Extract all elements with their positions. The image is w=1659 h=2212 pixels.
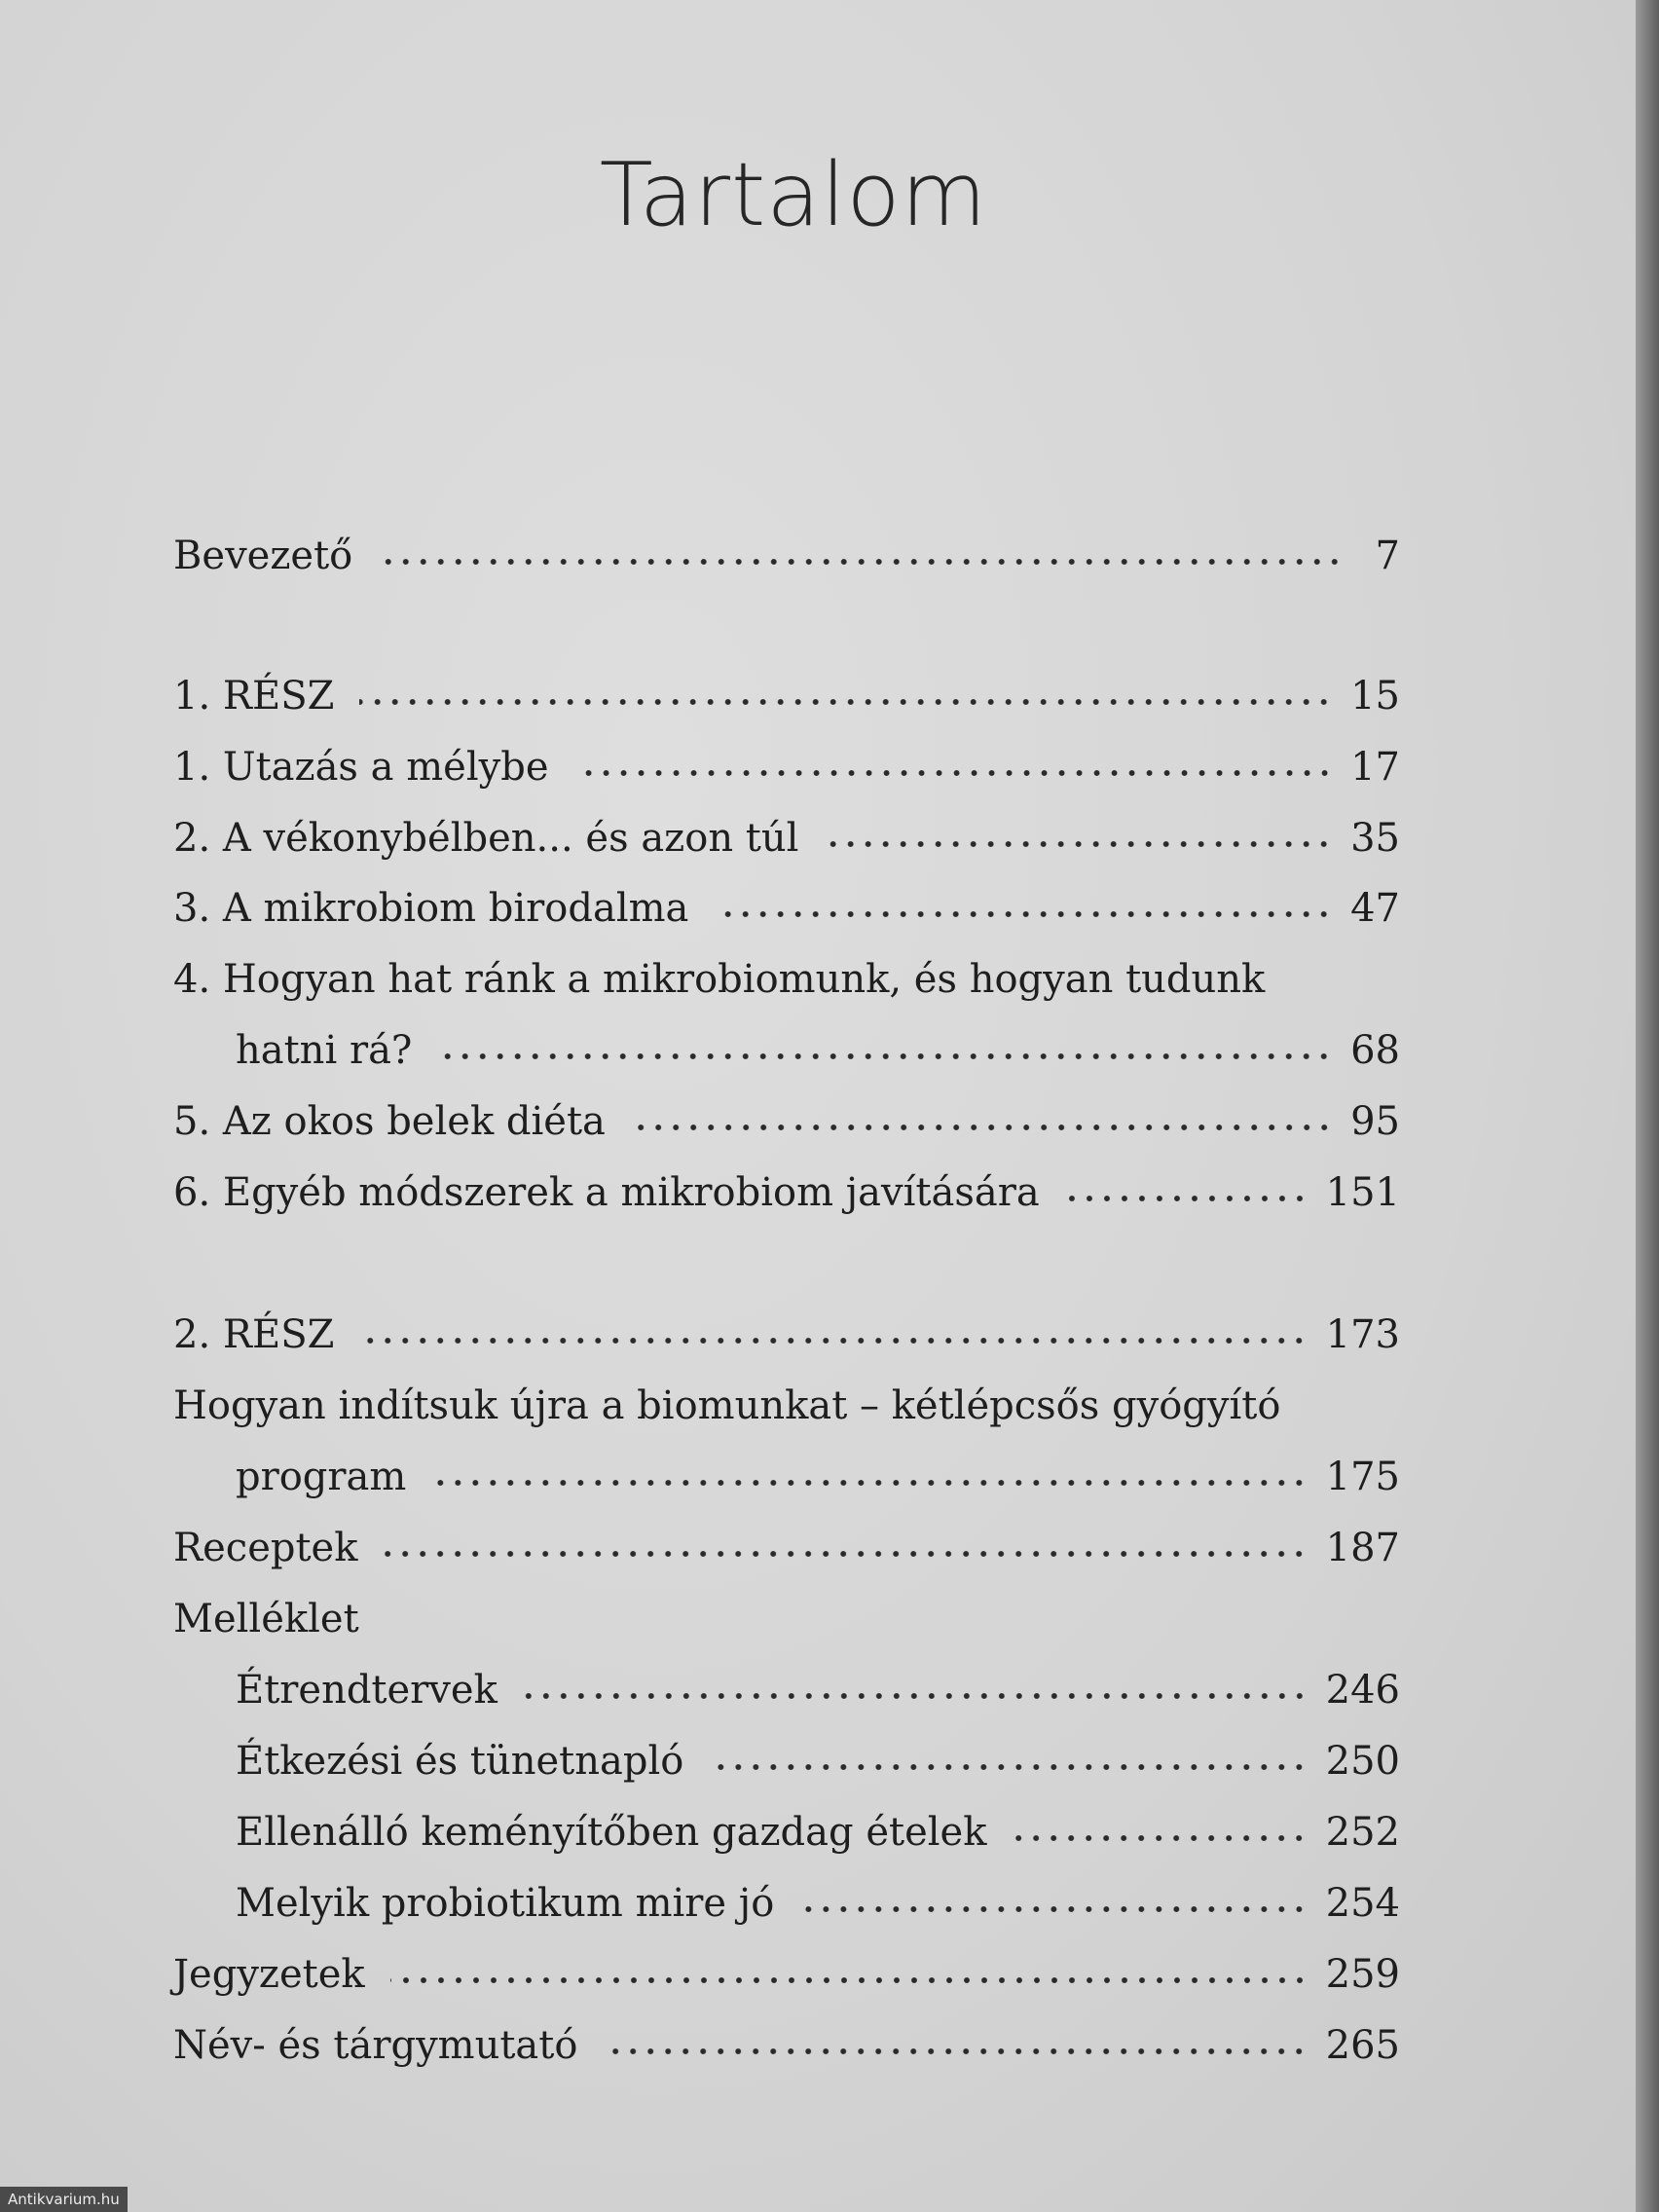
toc-entry-chapter-5 — [173, 1089, 1400, 1154]
watermark-label: Antikvarium.hu — [0, 2187, 128, 2212]
toc-entry-label: Melléklet — [173, 1597, 359, 1641]
toc-entry-label: Jegyzetek — [173, 1952, 365, 1997]
toc-entry-chapter-1 — [173, 735, 1400, 799]
dot-leader — [431, 1478, 1308, 1488]
dot-leader — [437, 1051, 1333, 1061]
dot-leader — [359, 697, 1333, 707]
toc-entry-page: 15 — [1350, 674, 1400, 719]
toc-entry-page: 35 — [1350, 816, 1400, 861]
toc-entry-chapter-2 — [173, 806, 1400, 870]
toc-entry-label: Étrendtervek — [236, 1668, 498, 1713]
dot-leader — [824, 839, 1333, 849]
toc-entry-chapter-4-line-1 — [173, 947, 1400, 1012]
dot-leader — [709, 1762, 1308, 1772]
toc-entry-label: Név- és tárgymutató — [173, 2023, 578, 2068]
toc-entry-page: 254 — [1325, 1881, 1400, 1926]
page-title: Tartalom — [599, 144, 988, 246]
toc-entry-label: 2. A vékonybélben... és azon túl — [173, 816, 799, 861]
toc-entry-appendix — [173, 1587, 1400, 1651]
toc-entry-recipes — [173, 1516, 1400, 1580]
dot-leader — [799, 1904, 1308, 1914]
dot-leader — [378, 557, 1344, 567]
toc-entry-page: 265 — [1325, 2023, 1400, 2068]
toc-entry-page: 259 — [1325, 1952, 1400, 1997]
toc-entry-page: 175 — [1325, 1455, 1400, 1499]
toc-entry-index — [173, 2013, 1400, 2078]
toc-entry-label: 3. A mikrobiom birodalma — [173, 886, 689, 931]
toc-entry-probiotics — [236, 1871, 1400, 1936]
dot-leader — [383, 1549, 1308, 1559]
toc-entry-page: 68 — [1350, 1028, 1400, 1073]
toc-entry-page: 95 — [1350, 1099, 1400, 1144]
toc-entry-label: 4. Hogyan hat ránk a mikrobiomunk, és hogyan tudunk — [173, 957, 1266, 1002]
toc-entry-label: Melyik probiotikum mire jó — [236, 1881, 775, 1926]
dot-leader — [1065, 1194, 1309, 1203]
toc-entry-label: 5. Az okos belek diéta — [173, 1099, 606, 1144]
toc-entry-label: Bevezető — [173, 534, 353, 578]
toc-entry-food-diary — [236, 1729, 1400, 1793]
dot-leader — [714, 909, 1333, 919]
dot-leader — [603, 2046, 1308, 2056]
toc-entry-label: 2. RÉSZ — [173, 1312, 335, 1357]
dot-leader — [1012, 1833, 1308, 1843]
dot-leader — [574, 768, 1334, 778]
toc-entry-label: Receptek — [173, 1526, 358, 1570]
toc-entry-page: 187 — [1325, 1526, 1400, 1570]
toc-entry-label: program — [236, 1455, 407, 1499]
dot-leader — [359, 1336, 1308, 1346]
toc-entry-part-2 — [173, 1303, 1400, 1367]
toc-entry-label: Étkezési és tünetnapló — [236, 1739, 684, 1784]
toc-entry-notes — [173, 1942, 1400, 2007]
toc-entry-page: 17 — [1350, 745, 1400, 790]
toc-entry-introduction — [173, 524, 1400, 588]
toc-entry-chapter-3 — [173, 876, 1400, 940]
toc-entry-label: Ellenálló keményítőben gazdag ételek — [236, 1810, 987, 1855]
toc-entry-page: 246 — [1325, 1668, 1400, 1713]
toc-entry-program-line-1 — [173, 1374, 1400, 1438]
toc-entry-page: 47 — [1350, 886, 1400, 931]
dot-leader — [390, 1975, 1309, 1985]
toc-entry-page: 151 — [1325, 1170, 1400, 1215]
dot-leader — [523, 1691, 1309, 1701]
toc-entry-chapter-6 — [173, 1161, 1400, 1225]
toc-entry-label: 1. RÉSZ — [173, 674, 335, 719]
toc-entry-page: 252 — [1325, 1810, 1400, 1855]
toc-entry-label: 6. Egyéb módszerek a mikrobiom javítására — [173, 1170, 1040, 1215]
toc-entry-page: 250 — [1325, 1739, 1400, 1784]
toc-entry-program-line-2 — [236, 1445, 1400, 1509]
toc-entry-page: 7 — [1375, 534, 1400, 578]
toc-entry-chapter-4-line-2 — [236, 1018, 1400, 1083]
toc-entry-meal-plans — [236, 1658, 1400, 1722]
toc-entry-resistant-starch — [236, 1800, 1400, 1864]
toc-entry-page: 173 — [1325, 1312, 1400, 1357]
toc-entry-label: 1. Utazás a mélybe — [173, 745, 549, 790]
toc-entry-label: hatni rá? — [236, 1028, 413, 1073]
toc-entry-label: Hogyan indítsuk újra a biomunkat – kétlépcsős gyógyító — [173, 1383, 1281, 1428]
dot-leader — [631, 1123, 1333, 1132]
toc-entry-part-1 — [173, 664, 1400, 728]
